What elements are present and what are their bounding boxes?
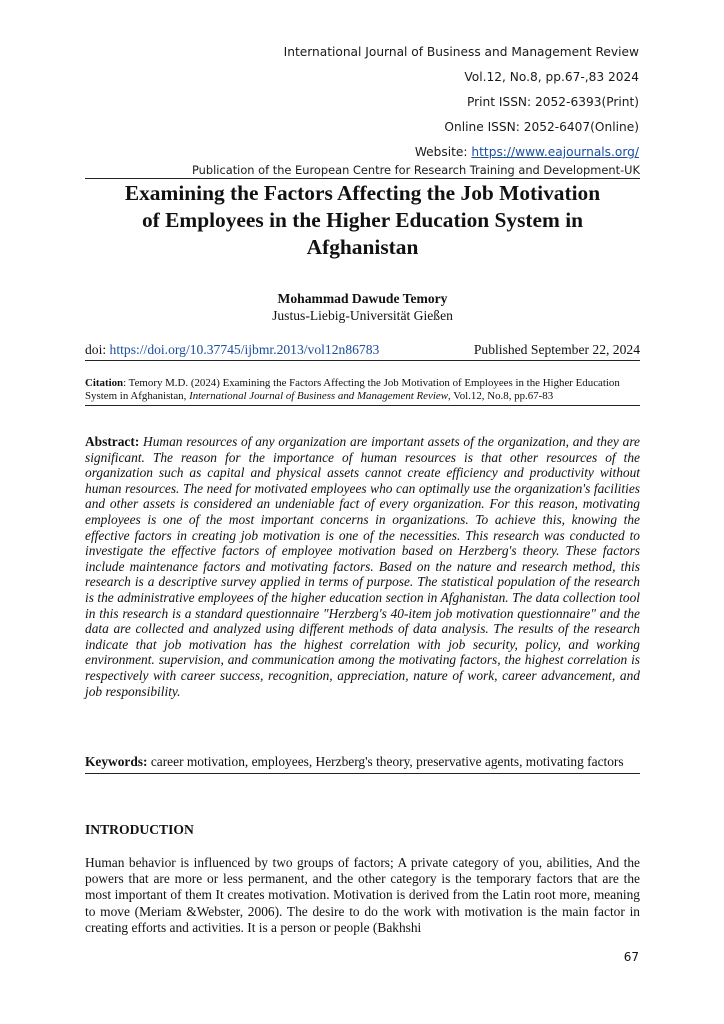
section-heading: INTRODUCTION: [85, 822, 194, 837]
citation-journal: International Journal of Business and Management Review: [189, 389, 448, 402]
paper-title: [85, 180, 640, 261]
citation-label: Citation: [85, 377, 124, 389]
author-name: Mohammad Dawude Temory: [277, 291, 448, 306]
website-link[interactable]: https://www.eajournals.org/: [471, 145, 639, 159]
doi-line: [85, 342, 640, 361]
website-line: [284, 140, 639, 165]
title-line: of Employees in the Higher Education System in: [141, 208, 584, 232]
introduction-paragraph: Human behavior is influenced by two groups of factors; A private category of you, abilities, And the powers that are more or less permanent, and the other category is the temporary factors that are the most important of them It creates motivation. Motivation is derived from the Latin root more, meaning to move (Meriam &Webster, 2006). The desire to do the work with motivation is the main factor in creating efforts and activities. It is a person or people (Bakhshi: [85, 855, 640, 935]
page-number: 67: [623, 950, 639, 964]
title-line: Examining the Factors Affecting the Job Motivation: [124, 181, 601, 205]
website-label: Website:: [414, 145, 472, 159]
publisher-line: Publication of the European Centre for Research Training and Development-UK: [85, 163, 640, 179]
journal-name: International Journal of Business and Management Review: [283, 45, 639, 59]
citation-volume: , Vol.12, No.8, pp.67-83: [447, 389, 554, 402]
citation-block: [85, 377, 640, 406]
online-issn: Online ISSN: 2052-6407(Online): [444, 120, 639, 134]
print-issn: Print ISSN: 2052-6393(Print): [466, 95, 639, 109]
journal-header: [284, 40, 639, 165]
keywords-block: [85, 754, 640, 774]
author-affiliation: Justus-Liebig-Universität Gießen: [272, 308, 453, 323]
abstract-block: [85, 434, 640, 699]
citation-text: : Temory M.D. (2024) Examining the Factors Affecting the Job Motivation of Employees in the Higher Education System in Afghanistan,: [85, 377, 620, 402]
abstract-text: Human resources of any organization are important assets of the organization, and they are significant. The reason for the importance of human resources is that other resources of the organization such as capital and physical assets cannot create efficiency and productivity without human resources. The need for motivated employees who can optimally use the organization's facilities and other assets is considered an undeniable fact of every organization. For this reason, motivating employees is one of the most important concerns in organizations. To achieve this, knowing the effective factors in creating job motivation is one of the necessities. This research was conducted to investigate the effective factors of employee motivation based on Herzberg's theory. These factors include maintenance factors and motivating factors. Based on the nature and research method, this research is a descriptive survey applied in terms of purpose. The statistical population of the research is the administrative employees of the higher education section in Afghanistan. The data collection tool in this research is a standard questionnaire "Herzberg's 40-item job motivation questionnaire" and the data are collected and analyzed using different methods of data analysis. The results of the research indicate that job motivation has the highest correlation with job security, policy, and working environment. supervision, and communication among the motivating factors, the highest correlation is respectively with career success, recognition, appreciation, nature of work, career advancement, and job responsibility.: [85, 434, 640, 699]
doi-link[interactable]: https://doi.org/10.37745/ijbmr.2013/vol12n86783: [109, 342, 380, 357]
keywords-label: Keywords:: [85, 754, 148, 769]
title-line: Afghanistan: [306, 235, 419, 259]
keywords-text: career motivation, employees, Herzberg's theory, preservative agents, motivating factors: [147, 754, 624, 769]
published-date: Published September 22, 2024: [473, 342, 640, 357]
abstract-label: Abstract:: [85, 434, 140, 449]
volume-info: Vol.12, No.8, pp.67-,83 2024: [464, 70, 639, 84]
doi-label: doi:: [85, 342, 110, 357]
